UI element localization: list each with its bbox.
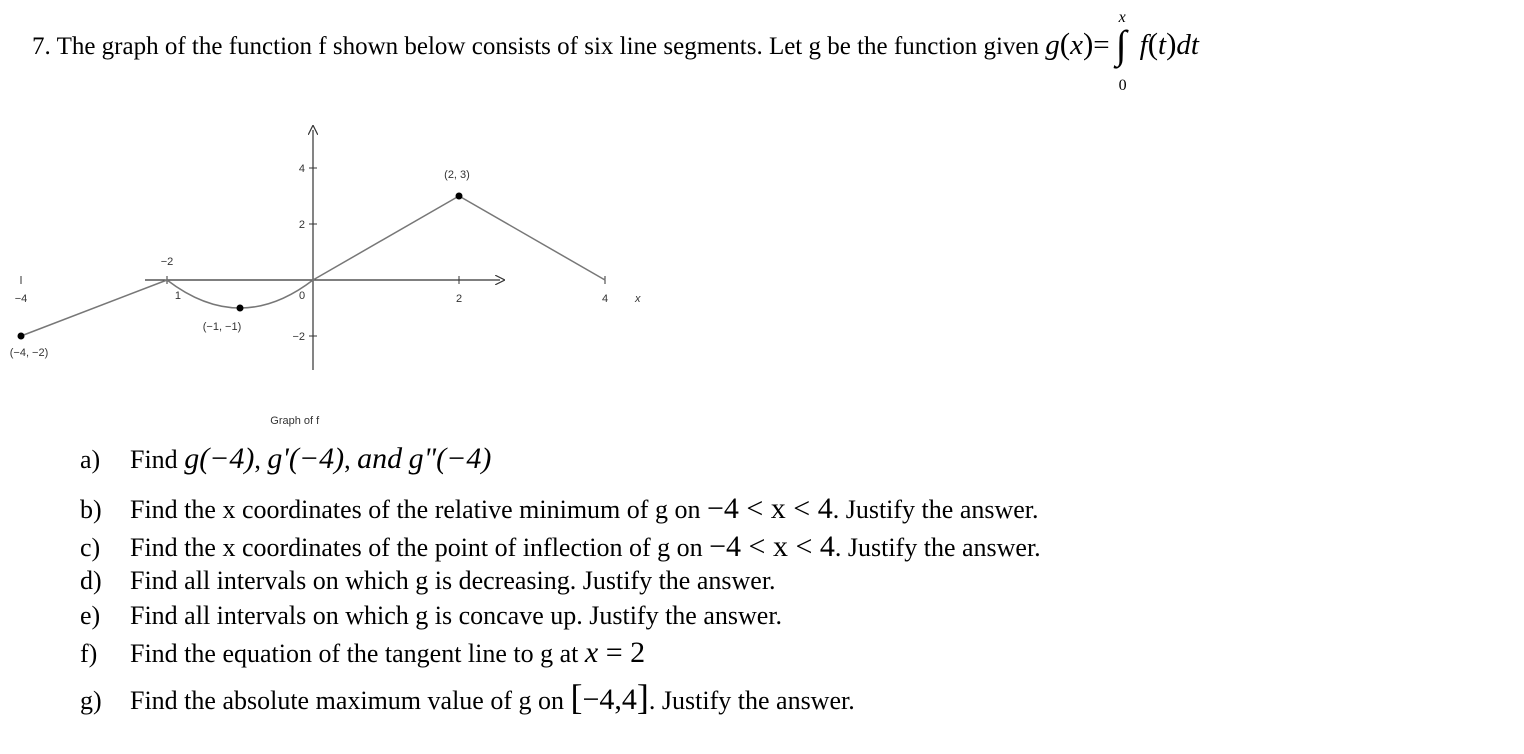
part-a-find: Find [130, 445, 178, 474]
problem-statement [32, 9, 1502, 94]
part-a [80, 442, 491, 476]
y-tick-label: 4 [298, 163, 305, 175]
part-e [80, 601, 782, 631]
graph-of-f [9, 120, 641, 440]
integrand-fn: f [1139, 29, 1148, 61]
upper-limit: x [1118, 9, 1126, 26]
g-var: x [1070, 29, 1083, 61]
extra-label: 1 [174, 290, 182, 302]
curve-segment [167, 280, 313, 308]
point-label: (−1, −1) [202, 321, 242, 333]
part-d [80, 566, 776, 596]
part-f-text: Find the equation of the tangent line to g at [130, 639, 579, 668]
inequality: −4 < x < 4 [706, 492, 833, 525]
part-letter: d) [80, 566, 102, 595]
y-tick-label: −2 [292, 331, 305, 343]
point-label: (2, 3) [444, 169, 470, 181]
x-variable: x [584, 636, 599, 669]
g-definition: g(x)= x ∫ 0 f(t)dt [1045, 29, 1199, 61]
and-word: and [357, 442, 403, 475]
g-symbol: g [1045, 29, 1060, 61]
extra-label: 0 [298, 290, 306, 302]
problem-number: 7. [32, 33, 51, 60]
interval: −4,4 [582, 683, 637, 716]
data-point [18, 333, 25, 340]
expr-g: g(−4) [184, 442, 255, 475]
data-point [237, 305, 244, 312]
part-letter: c) [80, 533, 101, 562]
point-label: (−4, −2) [9, 347, 49, 359]
data-point [456, 193, 463, 200]
part-letter: g) [80, 686, 102, 715]
part-g: g) Find the absolute maximum value of g on [−4,4]. Justify the answer. [80, 677, 855, 717]
part-b-text: Find the x coordinates of the relative minimum of g on [130, 495, 701, 524]
expr-g-prime: g'(−4) [267, 442, 345, 475]
equals-sign: = [1093, 29, 1110, 61]
labels [10, 163, 608, 359]
part-letter: a) [80, 445, 101, 474]
expr-g-double-prime: g"(−4) [408, 442, 492, 475]
comma: , [344, 445, 351, 474]
part-c-text: Find the x coordinates of the point of inflection of g on [130, 533, 703, 562]
part-e-text: Find all intervals on which g is concave up. Justify the answer. [130, 601, 783, 630]
part-d-text: Find all intervals on which g is decreasing. Justify the answer. [130, 566, 776, 595]
axes [145, 130, 500, 370]
curve-segment [313, 196, 459, 280]
comma: , [254, 445, 261, 474]
x-tick-label: 2 [455, 293, 463, 305]
x-tick-label: −4 [14, 293, 28, 305]
equals-two: = 2 [598, 636, 646, 669]
part-c [80, 530, 1041, 564]
inequality: −4 < x < 4 [709, 530, 835, 563]
part-letter: f) [80, 639, 98, 668]
part-g-text: Find the absolute maximum value of g on [130, 686, 564, 715]
part-c-tail: . Justify the answer. [834, 533, 1041, 562]
part-letter: e) [80, 601, 101, 630]
problem-text: The graph of the function f shown below consists of six line segments. Let g be the function given [56, 33, 1039, 60]
x-tick-label: −2 [160, 256, 174, 268]
lower-limit: 0 [1118, 77, 1127, 94]
x-axis-label: x [635, 293, 641, 305]
differential: dt [1176, 29, 1199, 61]
points [18, 193, 463, 340]
integrand-var: t [1158, 29, 1167, 61]
part-b-tail: . Justify the answer. [832, 495, 1039, 524]
part-f [80, 636, 645, 670]
part-g-tail: . Justify the answer. [648, 686, 855, 715]
y-tick-label: 2 [298, 219, 305, 231]
curve-segment [21, 280, 167, 336]
part-letter: b) [80, 495, 102, 524]
integral-sign: x ∫ 0 [1114, 28, 1136, 60]
part-b [80, 492, 1039, 526]
chart-title: Graph of f [270, 415, 320, 427]
x-tick-label: 4 [601, 293, 609, 305]
curve-segment [459, 196, 605, 280]
